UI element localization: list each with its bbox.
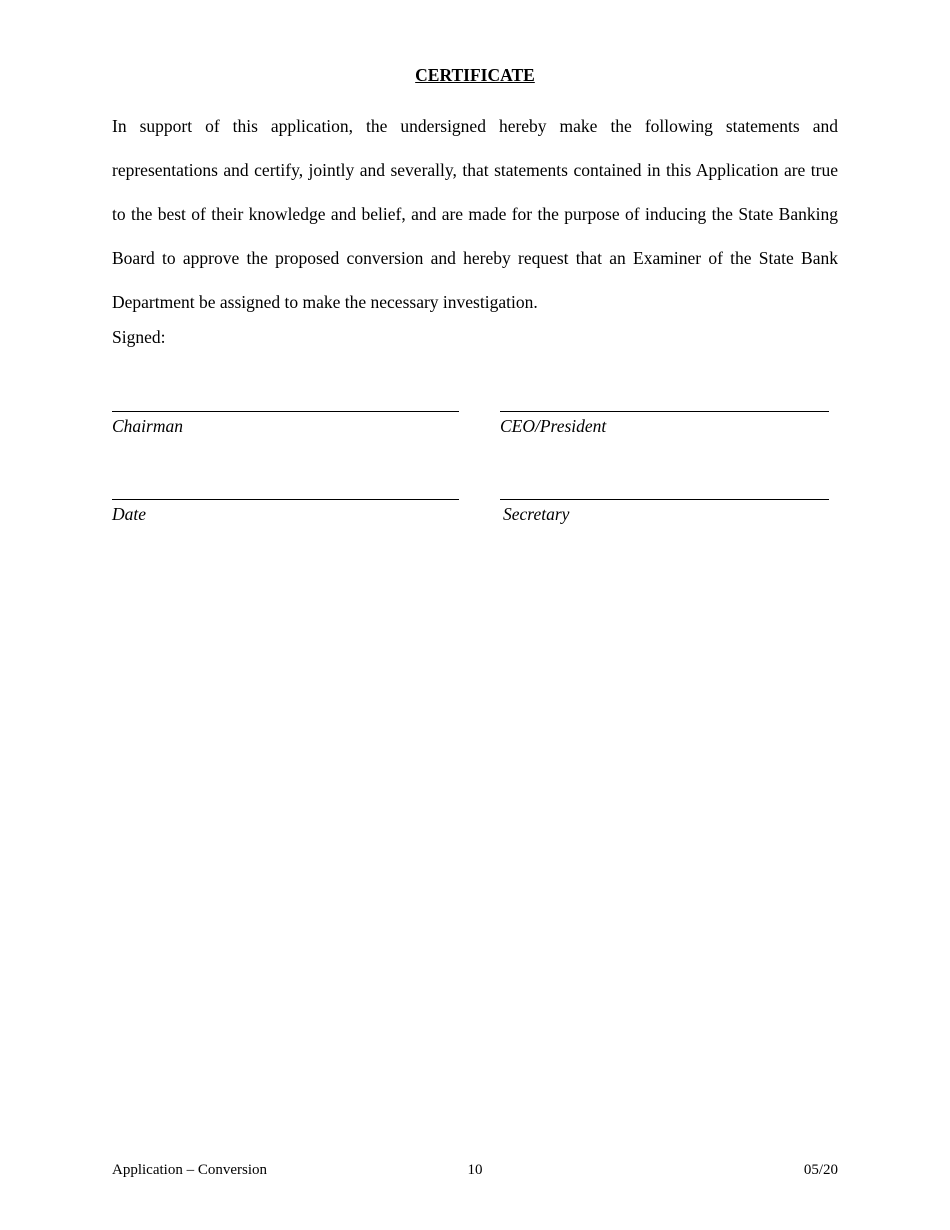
chairman-label: Chairman (112, 416, 183, 436)
secretary-signature-line (500, 499, 829, 500)
date-signature-line (112, 499, 459, 500)
footer-revision-date: 05/20 (803, 1162, 838, 1178)
certificate-title: CERTIFICATE (415, 65, 535, 85)
date-label: Date (112, 504, 147, 524)
certificate-body: In support of this application, the undersigned hereby make the following statements and representations and certify, jointly and severally, that statements contained in this Application are true to the best of their knowledge and belief, and are made for the purpose of inducing the State Banking Board to approve the proposed conversion and hereby request that an Examiner of the State Bank Department be assigned to make the necessary investigation. (112, 116, 838, 312)
signed-label: Signed: (112, 327, 166, 347)
chairman-signature-line (112, 411, 459, 412)
secretary-label: Secretary (503, 504, 570, 524)
footer-document-name: Application – Conversion (112, 1162, 267, 1178)
ceo-president-signature-line (500, 411, 829, 412)
footer-page-number: 10 (467, 1162, 483, 1178)
ceo-president-label: CEO/President (500, 416, 607, 436)
